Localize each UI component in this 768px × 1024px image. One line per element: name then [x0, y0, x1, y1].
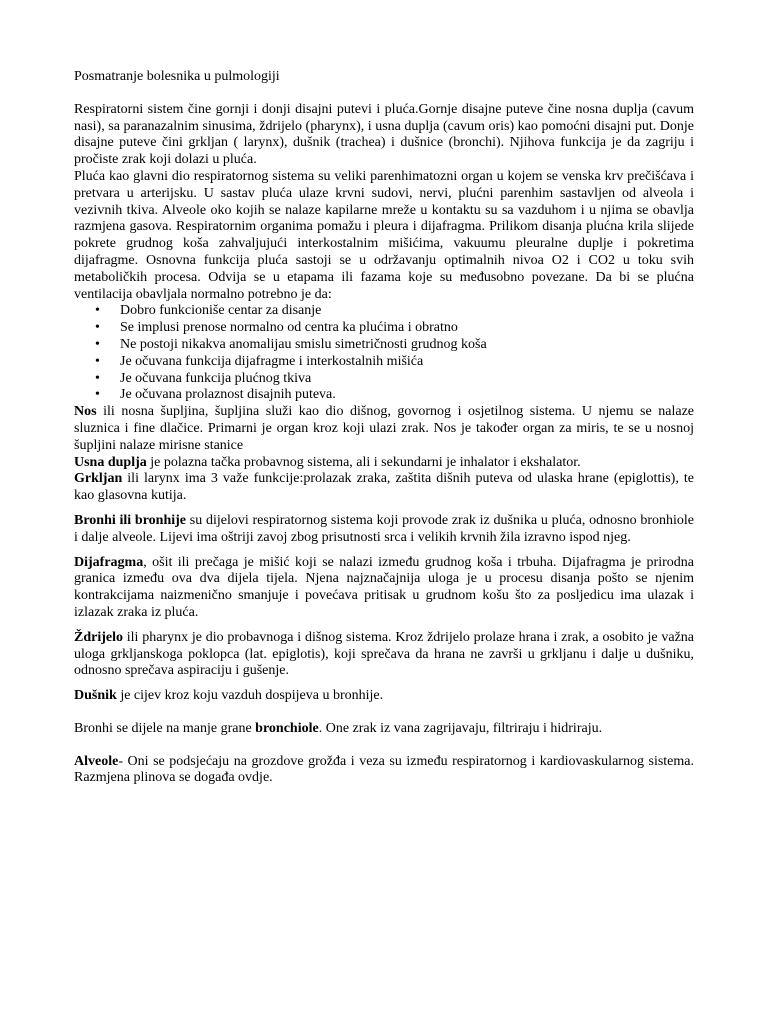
term-bronhi: Bronhi ili bronhije [74, 512, 187, 528]
usna-paragraph [74, 455, 694, 472]
list-item: • Se implusi prenose normalno od centra ka plućima i obratno [120, 320, 694, 337]
usna-text: je polazna tačka probavnog sistema, ali i sekundarni je inhalator i ekshalator. [146, 454, 581, 470]
alveole-paragraph [74, 754, 694, 788]
document-page [74, 69, 694, 787]
document-title: Posmatranje bolesnika u pulmologiji [74, 69, 280, 84]
grkljan-text: ili larynx ima 3 važe funkcije:prolazak zraka, zaštita dišnih puteva od ulaska hrane (epiglottis), te kao glasovna kutija. [74, 471, 694, 504]
term-dijafragma: Dijafragma [74, 554, 144, 570]
bronhi-text: su dijelovi respiratornog sistema koji provode zrak iz dušnika u pluća, odnosno bronhiole i dalje alveole. Lijevi ima oštriji zavoj zbog prisutnosti srca i velikih krvnih žila izravno ispod njeg. [74, 512, 694, 545]
dijafragma-text: , ošit ili prečaga je mišić koji se nalazi između grudnog koša i trbuha. Dijafragma je prirodna granica između ova dva dijela tijela. Njena najznačajnija uloga je u procesu disanja pošto se njenim kontrakcijama naizmenično smanjuje i povećava pritisak u grudnom košu što za posljedicu ima ulazak i izlazak zraka iz pluća. [74, 554, 694, 620]
list-item: • Ne postoji nikakva anomalijau smislu simetričnosti grudnog koša [120, 337, 694, 354]
term-dusnik: Dušnik [74, 688, 117, 704]
list-item: • Je očuvana funkcija dijafragme i interkostalnih mišića [120, 354, 694, 371]
term-grkljan: Grkljan [74, 471, 123, 487]
list-item: • Je očuvana prolaznost disajnih puteva. [120, 387, 694, 404]
alveole-text: - Oni se podsjećaju na grozdove grožđa i veza su između respiratornog i kardiovaskularnog sistema. Razmjena plinova se događa ovdje. [74, 753, 694, 786]
list-item: • Je očuvana funkcija plućnog tkiva [120, 371, 694, 388]
grkljan-paragraph [74, 471, 694, 505]
term-bronchiole: bronchiole [255, 720, 319, 736]
term-nos: Nos [74, 404, 97, 420]
nos-text: ili nosna šupljina, šupljina služi kao dio dišnog, govornog i osjetilnog sistema. U njemu se nalaze sluznica i fine dlačice. Primarni je organ kroz koji ulazi zrak. Nos je također organ za miris, te se u nosnoj šupljini nalaze mirisne stanice [74, 404, 694, 453]
zdrijelo-text: ili pharynx je dio probavnoga i dišnog sistema. Kroz ždrijelo prolaze hrana i zrak, a osobito je važna uloga grkljanskoga poklopca (lat. epiglotis), koji sprečava da hrana ne završi u grkljanu i dalje u dušniku, odnosno sprečava aspiraciju i gušenje. [74, 629, 694, 679]
dijafragma-paragraph [74, 555, 694, 622]
bronchiole-post: . One zrak iz vana zagrijavaju, filtriraju i hidriraju. [318, 720, 603, 736]
term-alveole: Alveole [74, 753, 119, 769]
term-usna-duplja: Usna duplja [74, 454, 147, 470]
dusnik-paragraph [74, 688, 694, 705]
dusnik-text: je cijev kroz koju vazduh dospijeva u bronhije. [116, 688, 384, 704]
term-zdrijelo: Ždrijelo [74, 629, 123, 645]
conditions-list [74, 303, 694, 404]
lungs-paragraph: Pluća kao glavni dio respiratornog sistema su veliki parenhimatozni organ u kojem se venska krv prečišćava i pretvara u arterijsku. U sastav pluća ulaze krvni sudovi, nervi, plućni parenhim sastavljen od alveola i vezivnih tkiva. Alveole oko kojih se nalaze kapilarne mreže u kontaktu su sa vazduhom i u njima se obavlja razmjena gasova. Respiratornim organima pomažu i pleura i dijafragma. Prilikom disanja plućna krila slijede pokrete grudnog koša zahvaljujući interkostalnim mišićima, vakuumu pleuralne duplje i pokretima dijafragme. Osnovna funkcija pluća sastoji se u održavanju optimalnih nivoa O2 i CO2 u toku svih metaboličkih procesa. Odvija se u etapama ili fazama koje su međusobno povezane. Da bi se plućna ventilacija obavljala normalno potrebno je da: [74, 168, 694, 302]
nos-paragraph [74, 404, 694, 454]
bronchiole-paragraph [74, 721, 694, 738]
intro-paragraph: Respiratorni sistem čine gornji i donji disajni putevi i pluća.Gornje disajne puteve čine nosna duplja (cavum nasi), sa paranazalnim sinusima, ždrijelo (pharynx), i usna duplja (cavum oris) kao pomoćni disajni put. Donje disajne puteve čini grkljan ( larynx), dušnik (trachea) i dušnice (bronchi). Njihova funkcija je da zagriju i pročiste zrak koji dolazi u pluća. [74, 101, 694, 168]
bronchiole-pre: Bronhi se dijele na manje grane [74, 720, 256, 736]
zdrijelo-paragraph [74, 630, 694, 680]
bronhi-paragraph [74, 513, 694, 547]
list-item: • Dobro funkcioniše centar za disanje [120, 303, 694, 320]
